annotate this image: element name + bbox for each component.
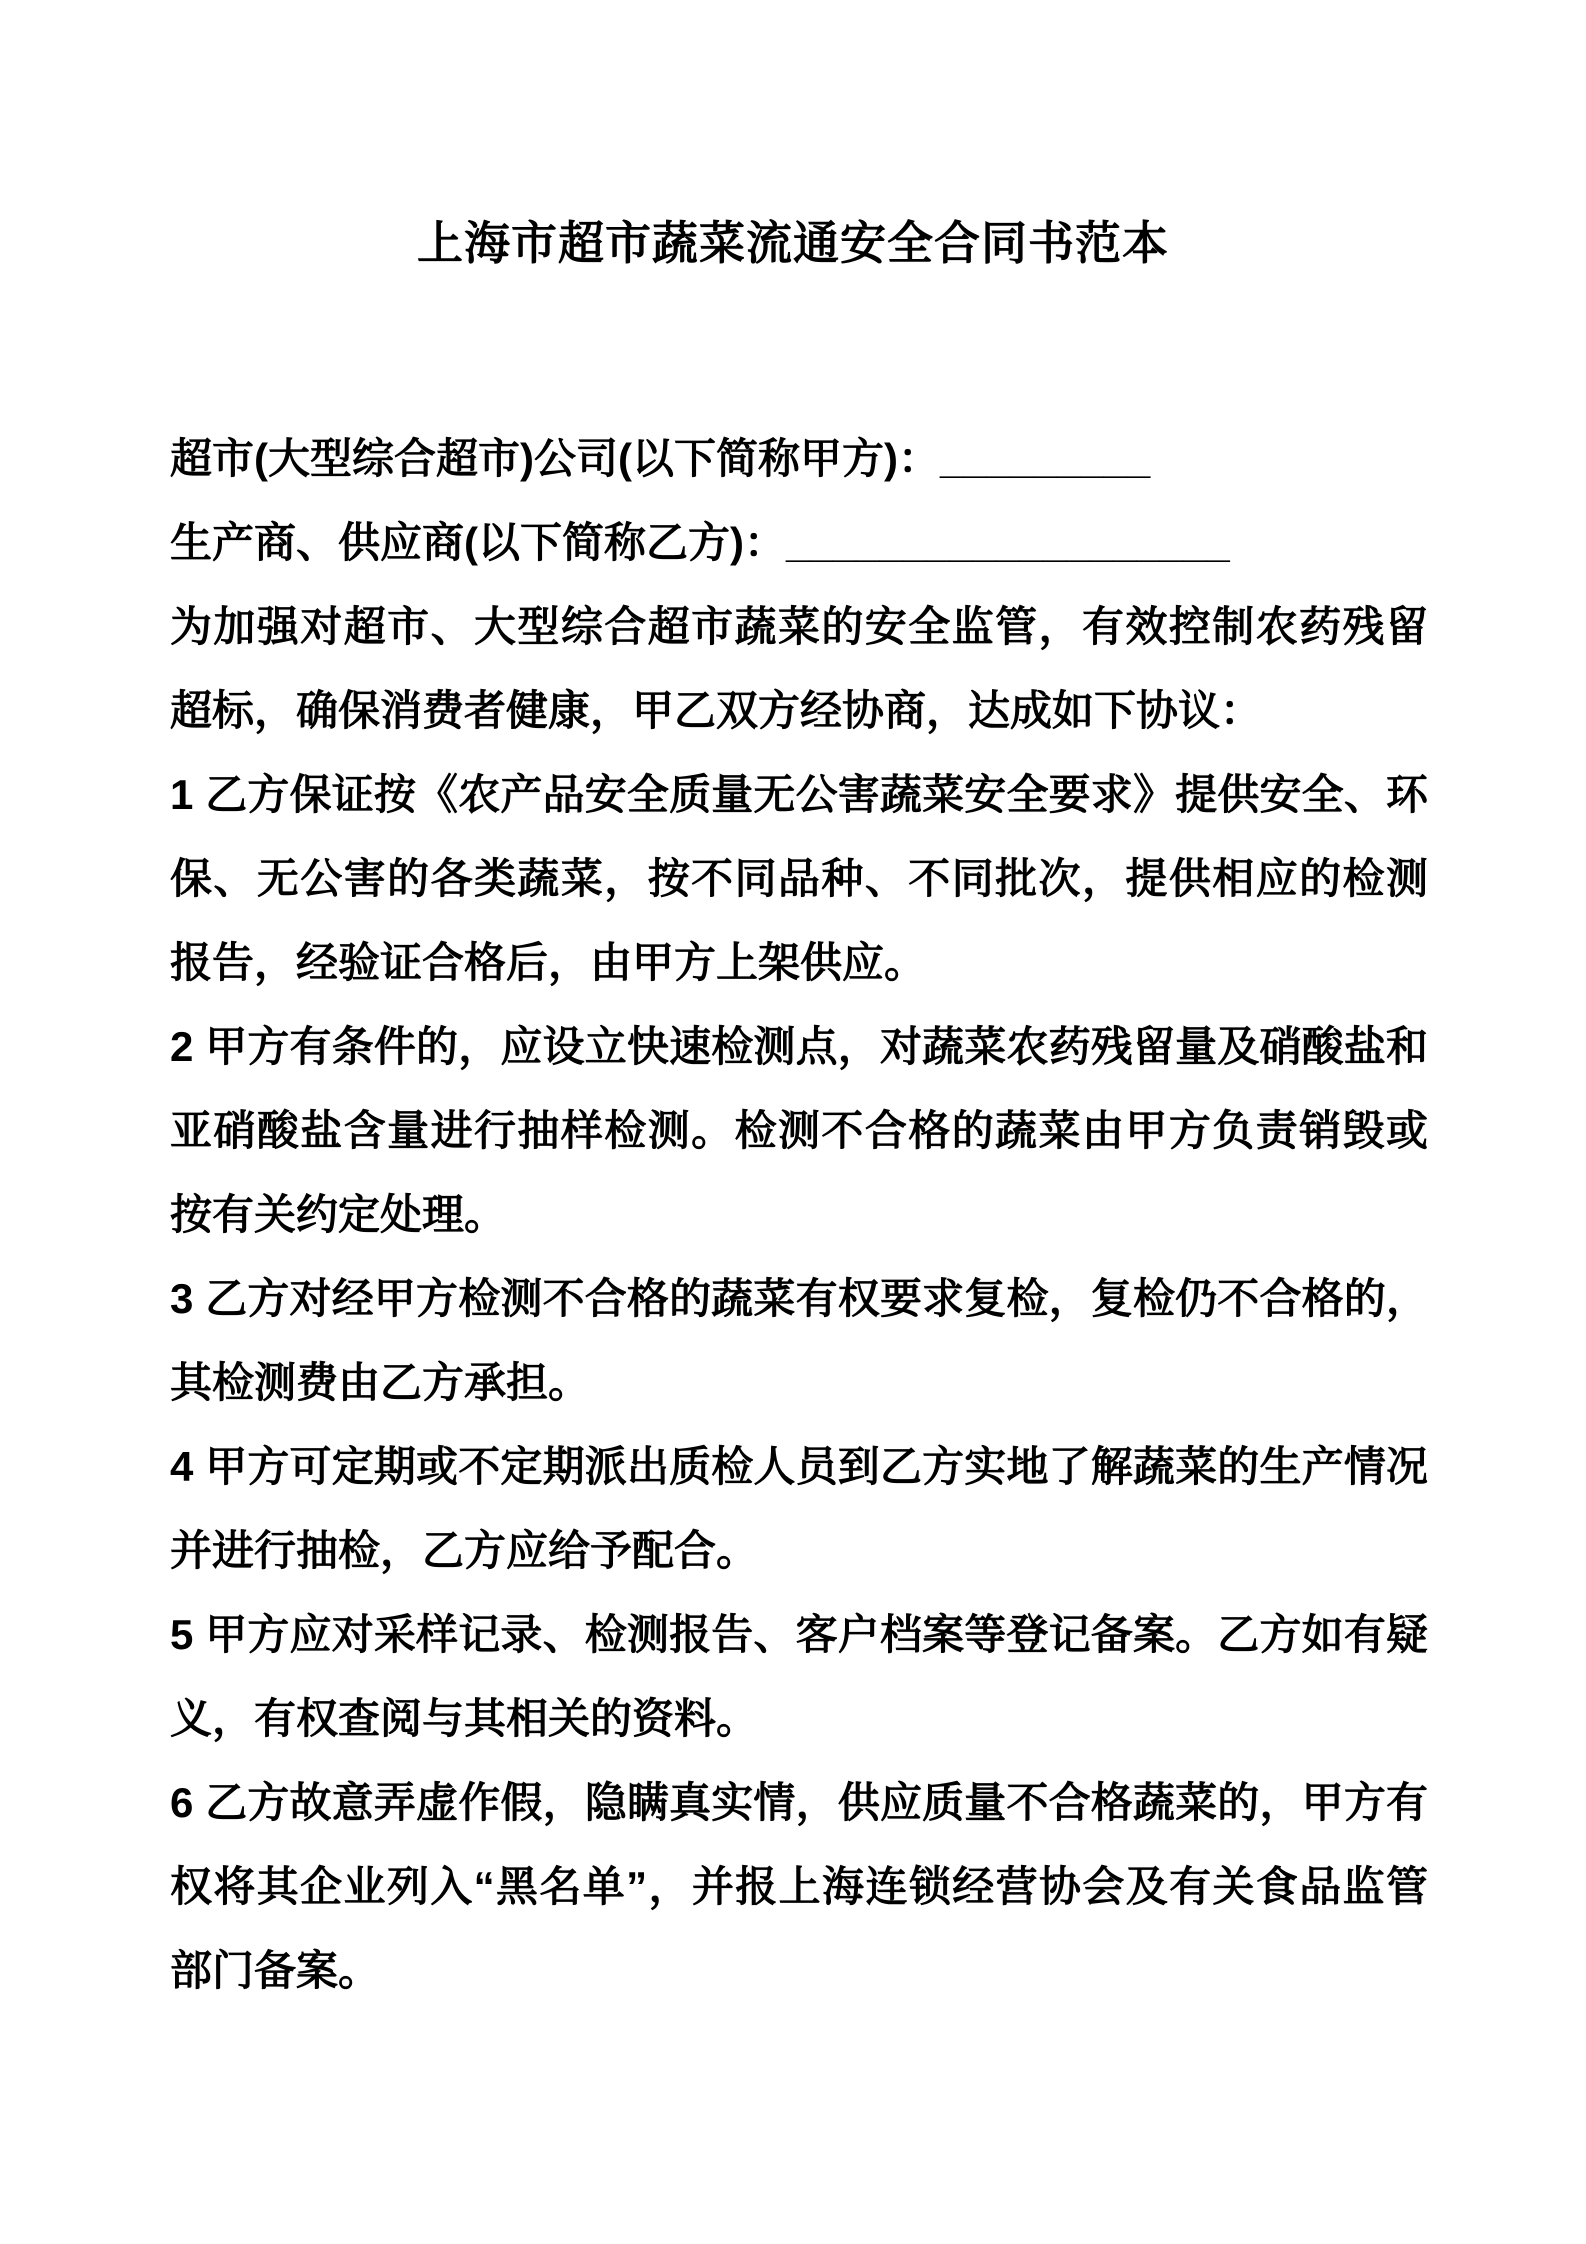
preamble-paragraph: 为加强对超市、大型综合超市蔬菜的安全监管，有效控制农药残留超标，确保消费者健康，甲乙双方经协商，达成如下协议： — [170, 602, 1428, 734]
clause-6-paragraph: 6 乙方故意弄虚作假，隐瞒真实情，供应质量不合格蔬菜的，甲方有权将其企业列入“黑名单”，并报上海连锁经营协会及有关食品监管部门备案。 — [170, 1778, 1428, 1994]
clause-4-paragraph: 4 甲方可定期或不定期派出质检人员到乙方实地了解蔬菜的生产情况并进行抽检，乙方应给予配合。 — [170, 1442, 1428, 1574]
document-body — [0, 417, 1586, 2013]
document-title: 上海市超市蔬菜流通安全合同书范本 — [417, 217, 1169, 269]
clause-3-paragraph: 3 乙方对经甲方检测不合格的蔬菜有权要求复检，复检仍不合格的，其检测费由乙方承担。 — [170, 1274, 1428, 1406]
clause-2-paragraph: 2 甲方有条件的，应设立快速检测点，对蔬菜农药残留量及硝酸盐和亚硝酸盐含量进行抽样检测。检测不合格的蔬菜由甲方负责销毁或按有关约定处理。 — [170, 1022, 1428, 1238]
party-b-line: 生产商、供应商(以下简称乙方)：___________________ — [170, 518, 1230, 566]
clause-1-paragraph: 1 乙方保证按《农产品安全质量无公害蔬菜安全要求》提供安全、环保、无公害的各类蔬菜，按不同品种、不同批次，提供相应的检测报告，经验证合格后，由甲方上架供应。 — [170, 770, 1428, 986]
party-a-line: 超市(大型综合超市)公司(以下简称甲方)：_________ — [170, 434, 1151, 482]
clause-5-paragraph: 5 甲方应对采样记录、检测报告、客户档案等登记备案。乙方如有疑义，有权查阅与其相关的资料。 — [170, 1610, 1428, 1742]
